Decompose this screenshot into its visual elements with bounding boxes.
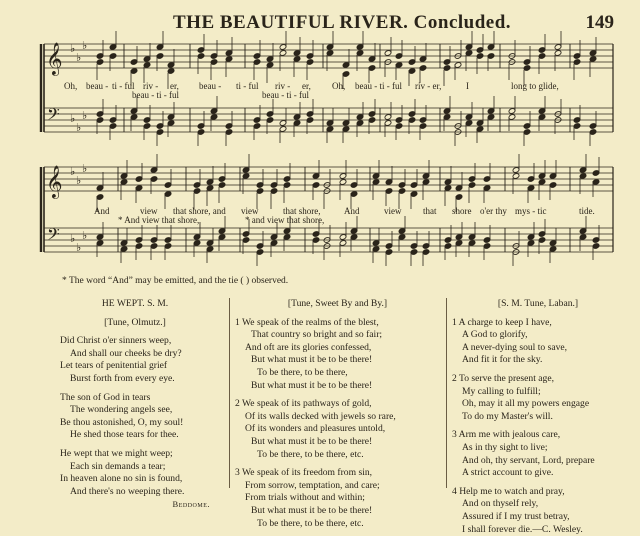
clef-icon: 𝄞 — [46, 42, 63, 76]
lyric: long to glide, — [511, 81, 559, 91]
verse-line: But what must it be to be there! — [235, 505, 440, 518]
clef-icon: 𝄢 — [47, 104, 60, 128]
lyric: riv - er, — [415, 81, 441, 91]
verse-line: 2 We speak of its pathways of gold, — [235, 398, 440, 411]
verse-line: 1 We speak of the realms of the blest, — [235, 317, 440, 330]
lyric: er, — [170, 81, 179, 91]
column-divider — [446, 298, 447, 488]
flat-icon: ♭ — [76, 174, 81, 187]
hymn-title: HE WEPT. S. M. — [60, 298, 210, 311]
verse-line: Did Christ o'er sinners weep, — [60, 335, 210, 348]
verse-line: 3 We speak of its freedom from sin, — [235, 467, 440, 480]
lyric: Oh, — [64, 81, 77, 91]
flat-icon: ♭ — [70, 165, 75, 178]
verse-line: A strict account to give. — [452, 467, 624, 480]
verse-line: But what must it be to be there! — [235, 380, 440, 393]
hymn-tune: [S. M. Tune, Laban.] — [452, 298, 624, 311]
verse-line: And shall our cheeks be dry? — [60, 348, 210, 361]
verse-line: Be thou astonished, O, my soul! — [60, 417, 210, 430]
page-title: THE BEAUTIFUL RIVER. Concluded. — [173, 12, 511, 34]
lyric-alt: beau - ti - ful — [262, 90, 309, 100]
lyric: ti - ful — [112, 81, 135, 91]
lyric: beau - ti - ful — [355, 81, 402, 91]
verse-line: He wept that we might weep; — [60, 448, 210, 461]
footnote: * The word “And” may be emitted, and the tie ( ) observed. — [62, 276, 288, 286]
lyric: beau - — [199, 81, 221, 91]
verse-line: But what must it be to be there! — [235, 436, 440, 449]
verse-line: That country so bright and so fair; — [235, 329, 440, 342]
lyric: tide. — [579, 206, 595, 216]
lyric: And — [94, 206, 110, 216]
verse-line: A never-dying soul to save, — [452, 342, 624, 355]
lyric: view — [140, 206, 158, 216]
verse-line: The wondering angels see, — [60, 404, 210, 417]
lyric: And — [344, 206, 360, 216]
lyric: beau - — [86, 81, 108, 91]
verse-line: Of its wonders and pleasures untold, — [235, 423, 440, 436]
verse-line: 4 Help me to watch and pray, — [452, 486, 624, 499]
verse-line: And oft are its glories confessed, — [235, 342, 440, 355]
lyric: Oh, — [332, 81, 345, 91]
lyric: riv - — [143, 81, 158, 91]
verse-line: 2 To serve the present age, — [452, 373, 624, 386]
verse-line: But what must it be to be there! — [235, 354, 440, 367]
hymn-tune: [Tune, Olmutz.] — [60, 317, 210, 330]
clef-icon: 𝄞 — [46, 165, 63, 199]
verse-line: Each sin demands a tear; — [60, 461, 210, 474]
verse-line: Let tears of penitential grief — [60, 360, 210, 373]
verse-line: From sorrow, temptation, and care; — [235, 480, 440, 493]
flat-icon: ♭ — [70, 42, 75, 55]
verse-line: And fit it for the sky. — [452, 354, 624, 367]
verse-line: And oh, thy servant, Lord, prepare — [452, 455, 624, 468]
hymn-tune: [Tune, Sweet By and By.] — [235, 298, 440, 311]
verse-line: And on thyself rely, — [452, 498, 624, 511]
lyric: view — [241, 206, 259, 216]
verse-line: The son of God in tears — [60, 392, 210, 405]
hymn-a-charge — [452, 298, 624, 536]
flat-icon: ♭ — [82, 229, 87, 242]
verse-line: From trials without and within; — [235, 492, 440, 505]
clef-icon: 𝄢 — [47, 224, 60, 248]
flat-icon: ♭ — [70, 232, 75, 245]
verse-line: A God to glorify, — [452, 329, 624, 342]
flat-icon: ♭ — [82, 162, 87, 175]
lyric: mys - tic — [515, 206, 547, 216]
verse-line: Of its walls decked with jewels so rare, — [235, 411, 440, 424]
lyric-alt: beau - ti - ful — [132, 90, 179, 100]
verse-line: He shed those tears for thee. — [60, 429, 210, 442]
verse-line: My calling to fulfill; — [452, 386, 624, 399]
verse-line: And there's no weeping there. — [60, 486, 210, 499]
lyric: shore — [452, 206, 472, 216]
lyric: that — [423, 206, 437, 216]
verse-line: I shall forever die.—C. Wesley. — [452, 524, 624, 536]
lyric: riv - — [275, 81, 290, 91]
verse-line: To be there, to be there, — [235, 367, 440, 380]
hymn-author: Beddome. — [60, 498, 210, 511]
flat-icon: ♭ — [76, 121, 81, 134]
verse-line: As in thy sight to live; — [452, 442, 624, 455]
lyric: o'er thy — [480, 206, 507, 216]
verse-line: In heaven alone no sin is found, — [60, 473, 210, 486]
verse-line: To be there, to be there, etc. — [235, 518, 440, 531]
hymn-sweet-by-and-by — [235, 298, 440, 530]
lyric: I — [466, 81, 469, 91]
flat-icon: ♭ — [76, 241, 81, 254]
lyric: view — [384, 206, 402, 216]
verse-line: To do my Master's will. — [452, 411, 624, 424]
lyric: that shore, and — [173, 206, 226, 216]
verse-line: To be there, to be there, etc. — [235, 449, 440, 462]
verse-line: Oh, may it all my powers engage — [452, 398, 624, 411]
lyric: that shore, — [283, 206, 321, 216]
lyric: ti - ful — [236, 81, 259, 91]
page-number: 149 — [586, 12, 615, 34]
verse-line: Assured if I my trust betray, — [452, 511, 624, 524]
flat-icon: ♭ — [76, 51, 81, 64]
hymn-he-wept — [60, 298, 210, 511]
verse-line: Burst forth from every eye. — [60, 373, 210, 386]
verse-line: 1 A charge to keep I have, — [452, 317, 624, 330]
lyric: er, — [302, 81, 311, 91]
lyric-alt: * And view that shore, — [118, 215, 199, 225]
flat-icon: ♭ — [82, 109, 87, 122]
flat-icon: ♭ — [70, 112, 75, 125]
verse-line: 3 Arm me with jealous care, — [452, 429, 624, 442]
column-divider — [229, 298, 230, 488]
lyric-alt: * and view that shore, — [245, 215, 324, 225]
flat-icon: ♭ — [82, 39, 87, 52]
